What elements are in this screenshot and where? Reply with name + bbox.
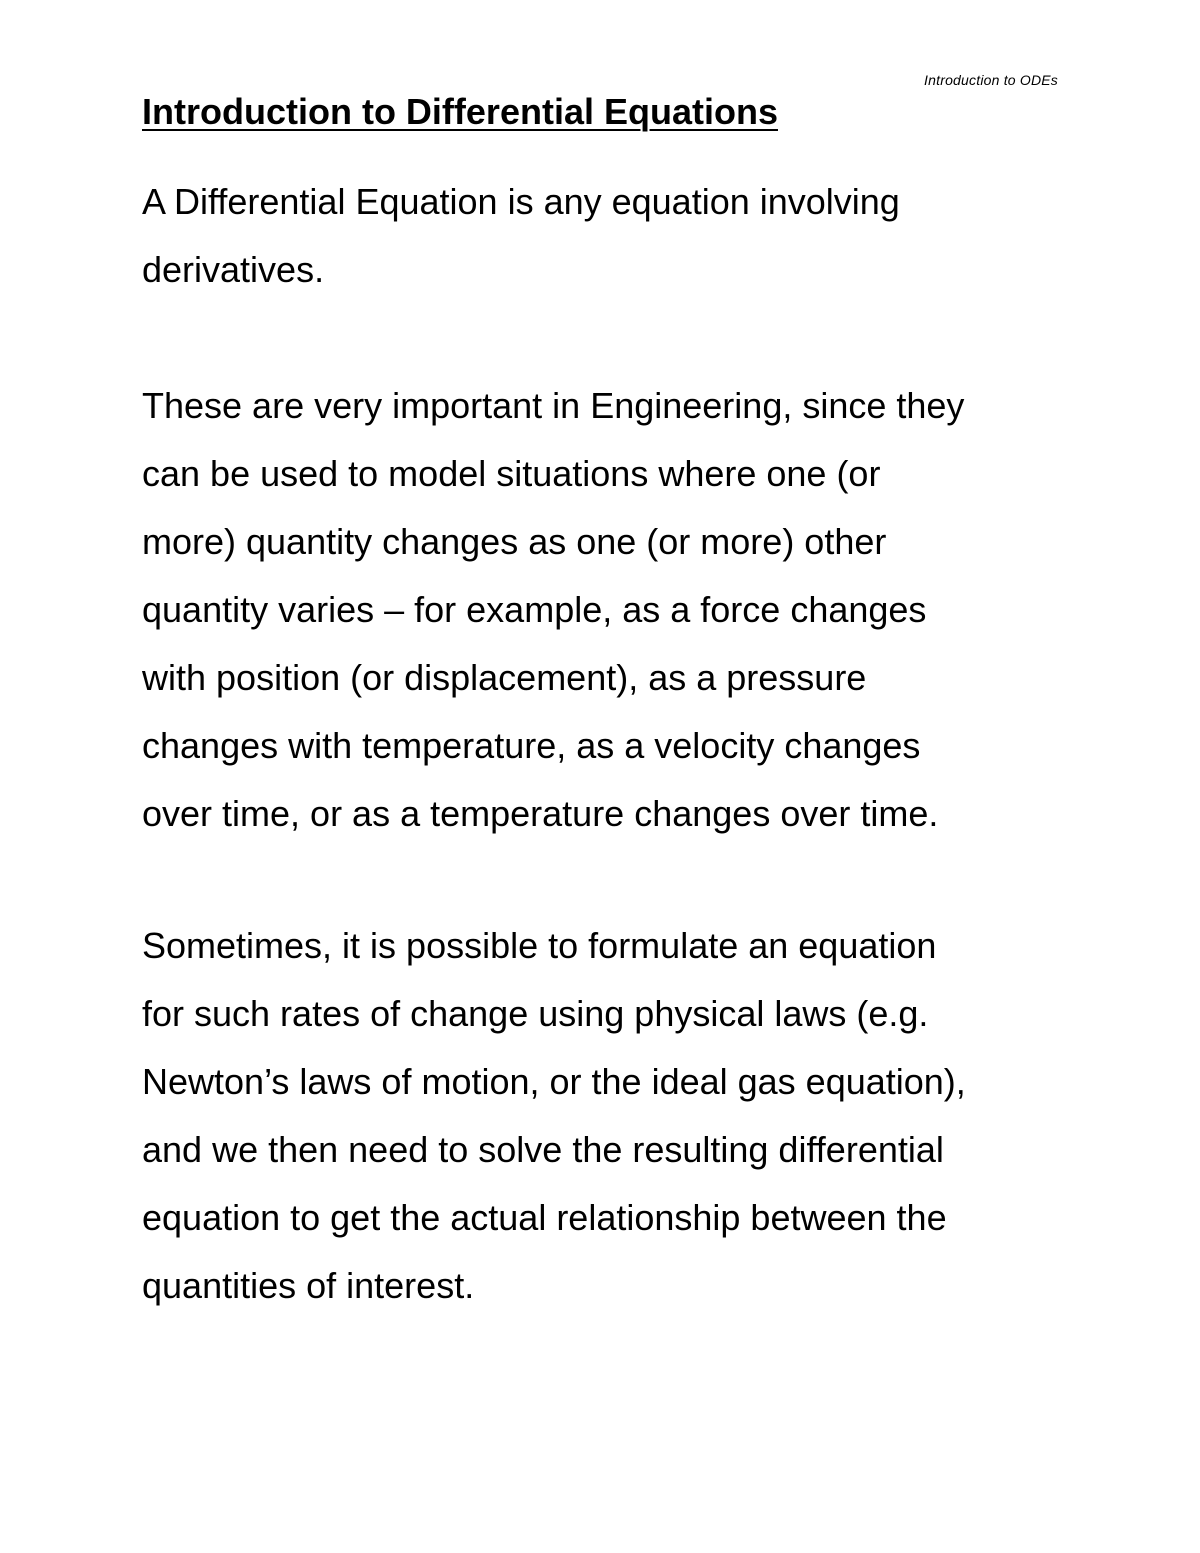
paragraph-formulation [142, 912, 1082, 1320]
running-header: Introduction to ODEs [924, 72, 1058, 88]
text-line: Sometimes, it is possible to formulate an equation [142, 925, 937, 966]
text-line: Newton’s laws of motion, or the ideal gas equation), [142, 1061, 966, 1102]
text-line: These are very important in Engineering, since they [142, 385, 965, 426]
text-line: can be used to model situations where one (or [142, 453, 881, 494]
text-line: derivatives. [142, 249, 325, 290]
text-line: with position (or displacement), as a pressure [142, 657, 867, 698]
text-line: quantity varies – for example, as a force changes [142, 589, 927, 630]
text-line: for such rates of change using physical laws (e.g. [142, 993, 929, 1034]
paragraph-definition [142, 168, 1082, 304]
text-line: quantities of interest. [142, 1265, 475, 1306]
paragraph-engineering-importance [142, 372, 1082, 848]
text-line: A Differential Equation is any equation involving [142, 181, 900, 222]
text-line: equation to get the actual relationship between the [142, 1197, 947, 1238]
page-title: Introduction to Differential Equations [142, 91, 778, 132]
text-line: more) quantity changes as one (or more) other [142, 521, 887, 562]
text-line: changes with temperature, as a velocity changes [142, 725, 921, 766]
text-line: and we then need to solve the resulting differential [142, 1129, 944, 1170]
text-line: over time, or as a temperature changes over time. [142, 793, 939, 834]
